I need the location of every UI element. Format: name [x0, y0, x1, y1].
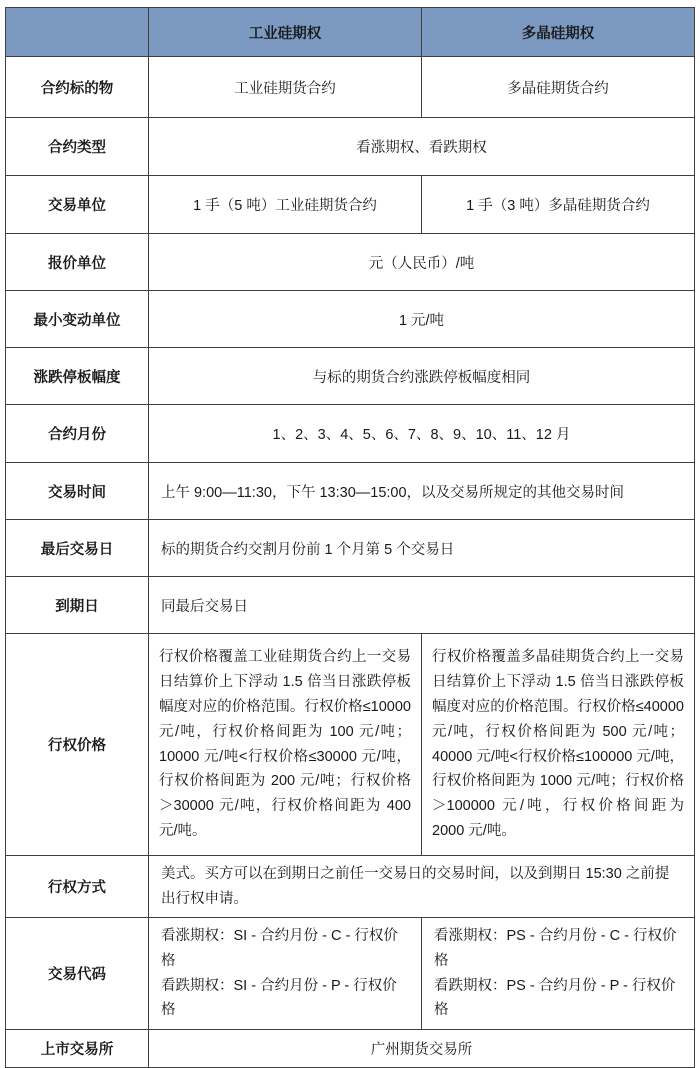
contract-months-value: 1、2、3、4、5、6、7、8、9、10、11、12 月	[149, 405, 695, 463]
row-contract-months	[6, 405, 695, 463]
trade-unit-poly: 1 手（3 吨）多晶硅期货合约	[422, 176, 695, 234]
row-quote-unit	[6, 234, 695, 291]
header-corner-cell	[6, 8, 149, 57]
trade-code-poly	[422, 918, 695, 1030]
label-trading-hours: 交易时间	[6, 463, 149, 520]
underlying-poly: 多晶硅期货合约	[422, 57, 695, 118]
exchange-value: 广州期货交易所	[149, 1029, 695, 1067]
row-contract-type	[6, 118, 695, 176]
label-contract-months: 合约月份	[6, 405, 149, 463]
row-tick-size	[6, 291, 695, 348]
price-limit-value: 与标的期货合约涨跌停板幅度相同	[149, 348, 695, 405]
header-polysilicon: 多晶硅期权	[422, 8, 695, 57]
trade-code-industrial-call: 看涨期权：SI - 合约月份 - C - 行权价格	[161, 928, 398, 969]
label-exercise-style: 行权方式	[6, 856, 149, 918]
row-trade-code	[6, 918, 695, 1030]
trade-code-industrial-put: 看跌期权：SI - 合约月份 - P - 行权价格	[161, 977, 397, 1019]
trade-unit-industrial: 1 手（5 吨）工业硅期货合约	[149, 176, 422, 234]
label-strike-price: 行权价格	[6, 634, 149, 856]
quote-unit-value: 元（人民币）/吨	[149, 234, 695, 291]
row-expiry-day	[6, 577, 695, 634]
last-trading-day-value: 标的期货合约交割月份前 1 个月第 5 个交易日	[149, 520, 695, 577]
expiry-day-value: 同最后交易日	[149, 577, 695, 634]
row-exercise-style	[6, 856, 695, 918]
label-expiry-day: 到期日	[6, 577, 149, 634]
label-tick-size: 最小变动单位	[6, 291, 149, 348]
header-row	[6, 8, 695, 57]
row-underlying	[6, 57, 695, 118]
strike-price-industrial: 行权价格覆盖工业硅期货合约上一交易日结算价上下浮动 1.5 倍当日涨跌停板幅度对应的价格范围。行权价格≤10000 元/吨，行权价格间距为 100 元/吨；10000 元/吨<行权价格≤30000 元/吨，行权价格间距为 200 元/吨；行权价格＞30000 元/吨，行权价格间距为 400 元/吨。	[149, 634, 422, 856]
contract-type-value: 看涨期权、看跌期权	[149, 118, 695, 176]
tick-size-value: 1 元/吨	[149, 291, 695, 348]
trade-code-poly-call: 看涨期权：PS - 合约月份 - C - 行权价格	[434, 928, 677, 969]
row-strike-price	[6, 634, 695, 856]
label-last-trading-day: 最后交易日	[6, 520, 149, 577]
row-exchange	[6, 1029, 695, 1067]
options-spec-table	[5, 7, 695, 1068]
header-industrial-silicon: 工业硅期权	[149, 8, 422, 57]
trade-code-poly-put: 看跌期权：PS - 合约月份 - P - 行权价格	[434, 977, 676, 1019]
label-underlying: 合约标的物	[6, 57, 149, 118]
trade-code-industrial	[149, 918, 422, 1030]
label-price-limit: 涨跌停板幅度	[6, 348, 149, 405]
row-trade-unit	[6, 176, 695, 234]
label-trade-code: 交易代码	[6, 918, 149, 1030]
row-last-trading-day	[6, 520, 695, 577]
label-trade-unit: 交易单位	[6, 176, 149, 234]
exercise-style-value: 美式。买方可以在到期日之前任一交易日的交易时间，以及到期日 15:30 之前提出行权申请。	[149, 856, 695, 918]
row-price-limit	[6, 348, 695, 405]
trading-hours-value: 上午 9:00—11:30，下午 13:30—15:00，以及交易所规定的其他交易时间	[149, 463, 695, 520]
underlying-industrial: 工业硅期货合约	[149, 57, 422, 118]
label-contract-type: 合约类型	[6, 118, 149, 176]
label-quote-unit: 报价单位	[6, 234, 149, 291]
label-exchange: 上市交易所	[6, 1029, 149, 1067]
strike-price-poly: 行权价格覆盖多晶硅期货合约上一交易日结算价上下浮动 1.5 倍当日涨跌停板幅度对应的价格范围。行权价格≤40000 元/吨，行权价格间距为 500 元/吨；40000 元/吨<行权价格≤100000 元/吨，行权价格间距为 1000 元/吨；行权价格＞100000 元/吨，行权价格间距为 2000 元/吨。	[422, 634, 695, 856]
row-trading-hours	[6, 463, 695, 520]
